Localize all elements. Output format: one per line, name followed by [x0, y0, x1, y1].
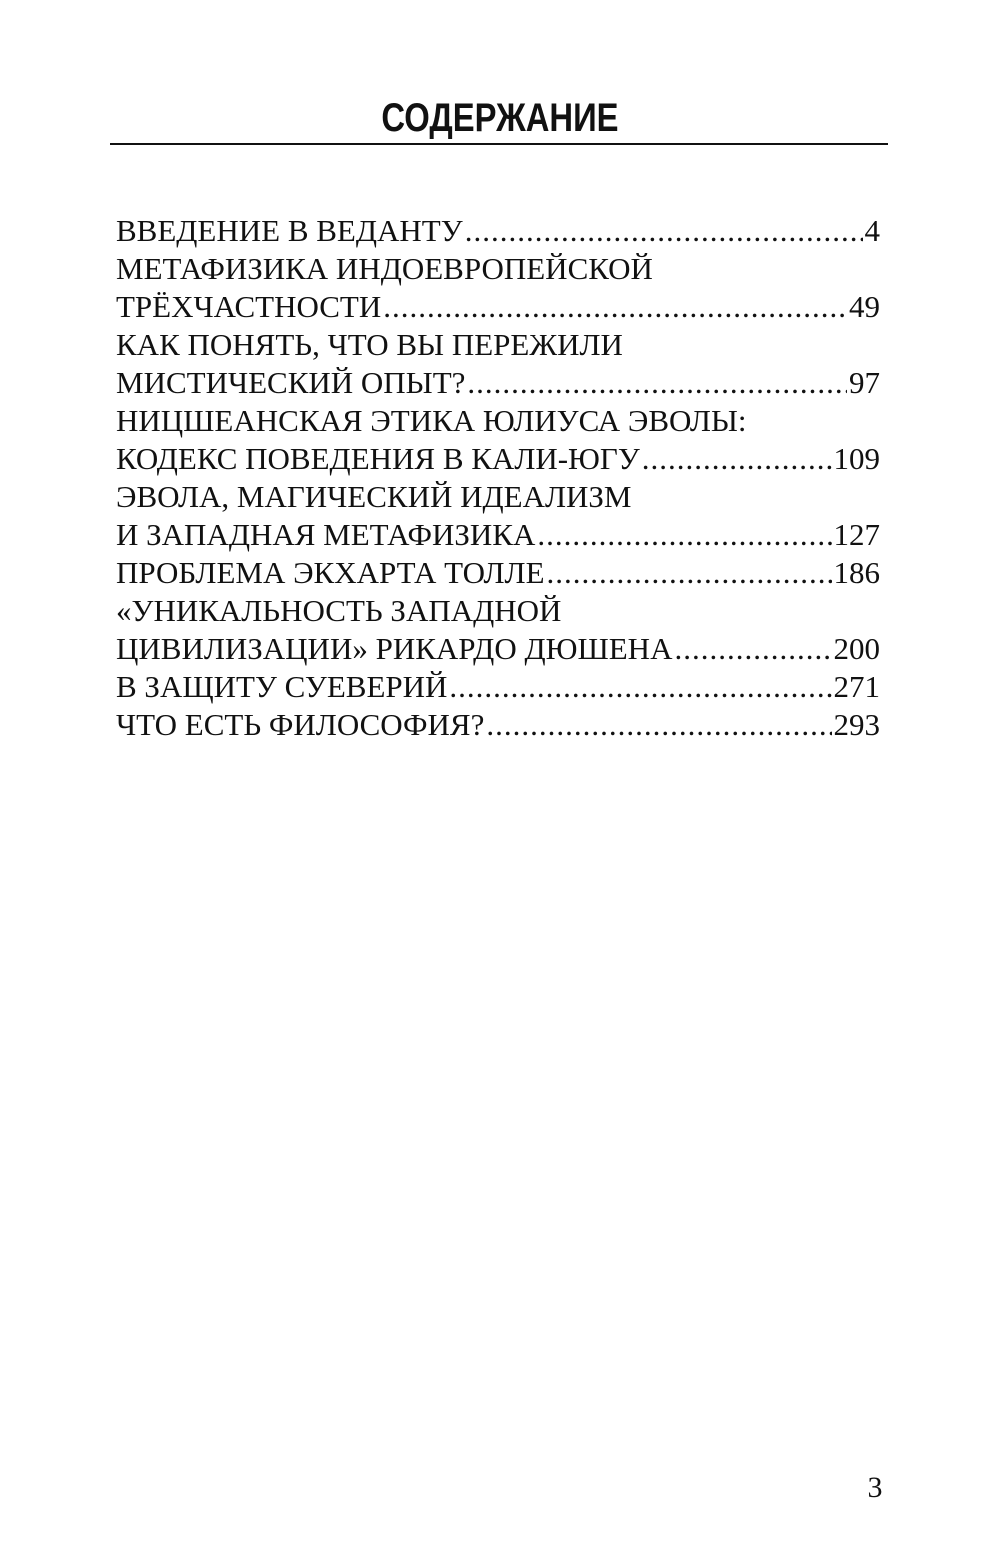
title-rule — [110, 143, 888, 145]
dot-leader — [383, 288, 847, 326]
dot-leader — [547, 554, 832, 592]
dot-leader — [642, 440, 832, 478]
dot-leader — [465, 212, 863, 250]
dot-leader — [486, 706, 831, 744]
toc-entry[interactable] — [116, 592, 880, 668]
toc-entry-title: МИСТИЧЕСКИЙ ОПЫТ? — [116, 365, 466, 400]
toc-entry-line — [116, 554, 880, 592]
toc-entry-title: ПРОБЛЕМА ЭКХАРТА ТОЛЛЕ — [116, 555, 545, 590]
dot-leader — [537, 516, 831, 554]
toc-entry-title: И ЗАПАДНАЯ МЕТАФИЗИКА — [116, 517, 536, 552]
toc-entry[interactable] — [116, 250, 880, 326]
toc-entry-page: 109 — [833, 441, 880, 476]
toc-entry-page: 4 — [864, 213, 880, 248]
toc-entry-title-line-1: ЭВОЛА, МАГИЧЕСКИЙ ИДЕАЛИЗМ — [116, 479, 632, 514]
toc-entry-line — [116, 706, 880, 744]
toc-entry[interactable] — [116, 554, 880, 592]
toc-entry-page: 293 — [833, 707, 880, 742]
toc-entry-line — [116, 288, 880, 326]
toc-entry[interactable] — [116, 212, 880, 250]
dot-leader — [674, 630, 831, 668]
toc-entry-line — [116, 364, 880, 402]
dot-leader — [449, 668, 831, 706]
toc-entry[interactable] — [116, 326, 880, 402]
toc-entry-title: ЧТО ЕСТЬ ФИЛОСОФИЯ? — [116, 707, 485, 742]
toc-entry-title-line-1: НИЦШЕАНСКАЯ ЭТИКА ЮЛИУСА ЭВОЛЫ: — [116, 403, 747, 438]
toc-entry-line — [116, 440, 880, 478]
toc-entry-page: 49 — [849, 289, 880, 324]
toc-entry-page: 200 — [833, 631, 880, 666]
dot-leader — [467, 364, 847, 402]
page-number: 3 — [867, 1471, 883, 1504]
toc-entry[interactable] — [116, 478, 880, 554]
toc-entry-page: 127 — [833, 517, 880, 552]
table-of-contents — [116, 212, 880, 744]
toc-entry-title-line-1: «УНИКАЛЬНОСТЬ ЗАПАДНОЙ — [116, 593, 562, 628]
toc-entry-title: ТРЁХЧАСТНОСТИ — [116, 289, 382, 324]
toc-entry[interactable] — [116, 706, 880, 744]
toc-entry-page: 186 — [833, 555, 880, 590]
toc-entry[interactable] — [116, 668, 880, 706]
toc-entry-line — [116, 668, 880, 706]
toc-entry-title: ВВЕДЕНИЕ В ВЕДАНТУ — [116, 213, 463, 248]
toc-entry-title: В ЗАЩИТУ СУЕВЕРИЙ — [116, 669, 448, 704]
toc-entry-title-line-1: МЕТАФИЗИКА ИНДОЕВРОПЕЙСКОЙ — [116, 251, 653, 286]
toc-entry[interactable] — [116, 402, 880, 478]
toc-entry-line — [116, 516, 880, 554]
page-title: СОДЕРЖАНИЕ — [381, 96, 619, 140]
toc-entry-page: 97 — [849, 365, 880, 400]
toc-entry-line — [116, 212, 880, 250]
toc-entry-title-line-1: КАК ПОНЯТЬ, ЧТО ВЫ ПЕРЕЖИЛИ — [116, 327, 623, 362]
toc-entry-title: ЦИВИЛИЗАЦИИ» РИКАРДО ДЮШЕНА — [116, 631, 673, 666]
toc-entry-title: КОДЕКС ПОВЕДЕНИЯ В КАЛИ-ЮГУ — [116, 441, 640, 476]
toc-entry-page: 271 — [833, 669, 880, 704]
toc-entry-line — [116, 630, 880, 668]
